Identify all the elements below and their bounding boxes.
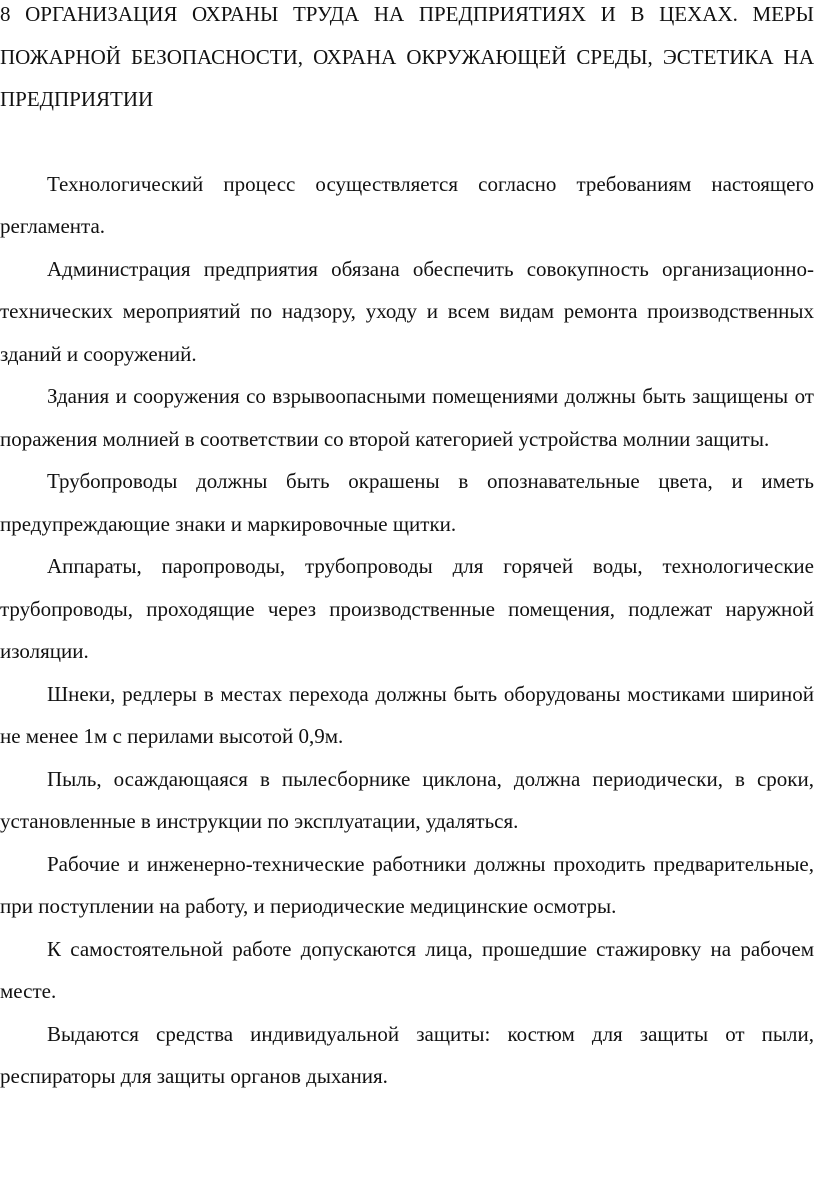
- paragraph-1: Технологический процесс осуществляется согласно требованиям настоящего регламента.: [0, 171, 814, 238]
- paragraph-8: Рабочие и инженерно-технические работники должны проходить предварительные, при поступлении на работу, и периодические медицинские осмотры.: [0, 851, 814, 918]
- heading-spacer: [0, 121, 814, 163]
- paragraph-2: Администрация предприятия обязана обеспечить совокупность организационно-технических мероприятий по надзору, уходу и всем видам ремонта производственных зданий и сооружений.: [0, 256, 814, 366]
- section-heading: 8 ОРГАНИЗАЦИЯ ОХРАНЫ ТРУДА НА ПРЕДПРИЯТИЯХ И В ЦЕХАХ. МЕРЫ ПОЖАРНОЙ БЕЗОПАСНОСТИ, ОХРАНА ОКРУЖАЮЩЕЙ СРЕДЫ, ЭСТЕТИКА НА ПРЕДПРИЯТИИ: [0, 2, 814, 111]
- paragraph-6: Шнеки, редлеры в местах перехода должны быть оборудованы мостиками шириной не менее 1м с перилами высотой 0,9м.: [0, 681, 814, 748]
- paragraph-5: Аппараты, паропроводы, трубопроводы для горячей воды, технологические трубопроводы, проходящие через производственные помещения, подлежат наружной изоляции.: [0, 554, 814, 663]
- paragraph-9: К самостоятельной работе допускаются лица, прошедшие стажировку на рабочем месте.: [0, 936, 814, 1003]
- paragraph-7: Пыль, осаждающаяся в пылесборнике циклона, должна периодически, в сроки, установленные в инструкции по эксплуатации, удаляться.: [0, 766, 814, 833]
- paragraph-3: Здания и сооружения со взрывоопасными помещениями должны быть защищены от поражения молнией в соответствии со второй категорией устройства молнии защиты.: [0, 384, 814, 451]
- paragraph-4: Трубопроводы должны быть окрашены в опознавательные цвета, и иметь предупреждающие знаки и маркировочные щитки.: [0, 469, 814, 536]
- paragraph-10: Выдаются средства индивидуальной защиты: костюм для защиты от пыли, респираторы для защиты органов дыхания.: [0, 1021, 814, 1088]
